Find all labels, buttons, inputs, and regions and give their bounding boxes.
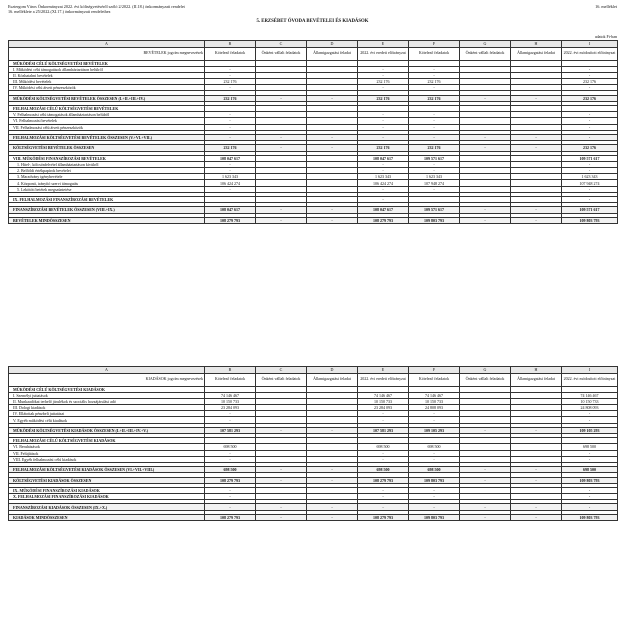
expense-cell-f: 698 500 <box>409 444 460 450</box>
expense-cell-g: - <box>460 504 511 510</box>
income-cell-e: 106 424 274 <box>358 180 409 186</box>
income-cell-i: 232 176 <box>562 145 618 151</box>
col-header-d: Államigazgatási feladat <box>307 47 358 60</box>
income-cell-b: 108 279 793 <box>205 217 256 223</box>
expense-cell-h: - <box>511 427 562 433</box>
expense-cell-e: - <box>358 411 409 417</box>
income-cell-e: 232 176 <box>358 79 409 85</box>
expense-cell-c: - <box>256 467 307 473</box>
expense-cell-h: - <box>511 477 562 483</box>
col-letter: D <box>307 41 358 48</box>
income-cell-d: - <box>307 145 358 151</box>
expense-cell-d: - <box>307 504 358 510</box>
income-cell-e: - <box>358 161 409 167</box>
income-cell-d: - <box>307 95 358 101</box>
income-cell-b: - <box>205 72 256 78</box>
expense-cell-i: - <box>562 487 618 493</box>
expense-cell-i: 698 500 <box>562 444 618 450</box>
expense-cell-g: - <box>460 467 511 473</box>
unit-note: adatok Ft-ban <box>594 34 617 39</box>
income-row-label: IV. Működési célú átvett pénzeszközök <box>9 85 205 91</box>
income-cell-f: - <box>409 124 460 130</box>
expense-cell-i: 109 105 293 <box>562 427 618 433</box>
expense-row-label: I. Személyi juttatások <box>9 392 205 398</box>
income-cell-b: - <box>205 134 256 140</box>
income-cell-i: 109 571 617 <box>562 207 618 213</box>
income-cell-e: 232 176 <box>358 145 409 151</box>
income-cell-d: - <box>307 207 358 213</box>
col-header-e: 2022. évi eredeti előirányzat <box>358 47 409 60</box>
expense-cell-c: - <box>256 504 307 510</box>
income-cell-f: - <box>409 112 460 118</box>
col-letter: A <box>9 41 205 48</box>
expense-head-label: KIADÁSOK jogcím megnevezések <box>9 373 205 386</box>
expense-row-label: VIII. Egyéb felhalmozási célú kiadások <box>9 456 205 462</box>
expense-cell-b: - <box>205 450 256 456</box>
income-cell-i: - <box>562 112 618 118</box>
income-row-label: VI. Felhalmozási bevételek <box>9 118 205 124</box>
income-cell-i: - <box>562 124 618 130</box>
expense-cell-e: 74 146 467 <box>358 392 409 398</box>
income-cell-b: - <box>205 85 256 91</box>
income-cell-f: - <box>409 168 460 174</box>
income-cell-e: 108 047 617 <box>358 207 409 213</box>
col-header-g: Önként vállalt feladatok <box>460 47 511 60</box>
expense-cell-b: - <box>205 411 256 417</box>
income-cell-i: - <box>562 134 618 140</box>
income-row-label: 4. Központi, irányító szervi támogatás <box>9 180 205 186</box>
expense-table <box>8 366 618 521</box>
income-cell-d: - <box>307 217 358 223</box>
expense-cell-i: 698 500 <box>562 467 618 473</box>
expense-cell-i: - <box>562 450 618 456</box>
income-cell-i: 107 948 274 <box>562 180 618 186</box>
col-letter: E <box>358 367 409 374</box>
income-row-label: III. Működési bevételek <box>9 79 205 85</box>
expense-cell-f: - <box>409 456 460 462</box>
expense-cell-e: - <box>358 494 409 500</box>
income-cell-b: - <box>205 168 256 174</box>
income-cell-f: 107 948 274 <box>409 180 460 186</box>
income-cell-e: - <box>358 168 409 174</box>
col-header-i: 2022. évi módosított előirányzat <box>562 373 618 386</box>
expense-cell-e: 23 284 093 <box>358 405 409 411</box>
income-cell-h: - <box>511 95 562 101</box>
income-cell-i: 109 571 617 <box>562 155 618 161</box>
income-cell-i: - <box>562 161 618 167</box>
income-cell-f: 1 623 343 <box>409 174 460 180</box>
income-cell-i: 1 623 343 <box>562 174 618 180</box>
income-cell-i: - <box>562 118 618 124</box>
income-row-label: 2. Belföldi értékpapírok bevételei <box>9 168 205 174</box>
income-cell-f: 232 176 <box>409 145 460 151</box>
expense-cell-i: 24 808 093 <box>562 405 618 411</box>
expense-cell-e: - <box>358 487 409 493</box>
income-cell-d: - <box>307 134 358 140</box>
expense-cell-f: 109 803 793 <box>409 514 460 520</box>
document-header <box>8 4 185 14</box>
expense-row-label: KÖLTSÉGVETÉSI KIADÁSOK ÖSSZESEN <box>9 477 205 483</box>
expense-row-label: FELHALMOZÁSI CÉLÚ KÖLTSÉGVETÉSI KIADÁSOK <box>9 438 205 444</box>
col-letter: H <box>511 41 562 48</box>
income-cell-i: 232 176 <box>562 79 618 85</box>
expense-cell-i: 10 150 733 <box>562 398 618 404</box>
expense-row-label: MŰKÖDÉSI CÉLÚ KÖLTSÉGVETÉSI KIADÁSOK <box>9 386 205 392</box>
col-letter: C <box>256 367 307 374</box>
expense-cell-b: 108 279 793 <box>205 514 256 520</box>
expense-cell-b: - <box>205 487 256 493</box>
expense-cell-d: - <box>307 514 358 520</box>
expense-cell-e: 108 279 793 <box>358 514 409 520</box>
income-cell-h: - <box>511 217 562 223</box>
income-cell-f: - <box>409 118 460 124</box>
income-cell-g: - <box>460 95 511 101</box>
income-cell-b: 108 047 617 <box>205 207 256 213</box>
expense-row-label: MŰKÖDÉSI KÖLTSÉGVETÉSI KIADÁSOK ÖSSZESEN (I.+II.+III.+IV.+V.) <box>9 427 205 433</box>
income-cell-e: - <box>358 118 409 124</box>
expense-cell-c: - <box>256 514 307 520</box>
income-cell-f: - <box>409 72 460 78</box>
expense-cell-e: 698 500 <box>358 467 409 473</box>
col-header-f: Kötelező feladatok <box>409 373 460 386</box>
expense-cell-e: 10 150 733 <box>358 398 409 404</box>
expense-cell-f: - <box>409 494 460 500</box>
income-cell-e: - <box>358 72 409 78</box>
col-letter: B <box>205 367 256 374</box>
expense-cell-b: - <box>205 504 256 510</box>
expense-cell-f: 109 803 793 <box>409 477 460 483</box>
expense-cell-e: 108 279 793 <box>358 477 409 483</box>
income-cell-f: - <box>409 186 460 192</box>
income-cell-e: - <box>358 186 409 192</box>
income-cell-c: - <box>256 217 307 223</box>
income-cell-e: 232 176 <box>358 95 409 101</box>
expense-cell-d: - <box>307 427 358 433</box>
col-header-b: Kötelező feladatok <box>205 373 256 386</box>
income-cell-f: 109 571 617 <box>409 207 460 213</box>
income-cell-h: - <box>511 134 562 140</box>
income-cell-b: 232 176 <box>205 145 256 151</box>
income-cell-i: - <box>562 72 618 78</box>
income-cell-i: - <box>562 197 618 203</box>
income-head-label: BEVÉTELEK jogcím megnevezések <box>9 47 205 60</box>
col-header-h: Államigazgatási feladat <box>511 373 562 386</box>
income-cell-f: - <box>409 85 460 91</box>
col-header-h: Államigazgatási feladat <box>511 47 562 60</box>
income-cell-f: 109 571 617 <box>409 155 460 161</box>
col-letter: I <box>562 367 618 374</box>
expense-cell-e: - <box>358 417 409 423</box>
income-cell-b: - <box>205 161 256 167</box>
expense-row-label: X. FELHALMOZÁSI FINANSZÍROZÁSI KIADÁSOK <box>9 494 205 500</box>
income-cell-c: - <box>256 95 307 101</box>
income-cell-f: - <box>409 134 460 140</box>
annex-number: 16. melléklet <box>595 4 617 9</box>
col-letter: F <box>409 367 460 374</box>
income-row-label: 1. Hitel-, kölcsönfelvétel államháztartáson kívülről <box>9 161 205 167</box>
expense-cell-e: 698 500 <box>358 444 409 450</box>
income-row-label: FELHALMOZÁSI KÖLTSÉGVETÉSI BEVÉTELEK ÖSSZESEN (V.+VI.+VII.) <box>9 134 205 140</box>
col-letter: D <box>307 367 358 374</box>
income-row-label: II. Közhatalmi bevételek <box>9 72 205 78</box>
income-row <box>9 217 618 223</box>
expense-cell-b: 108 279 793 <box>205 477 256 483</box>
expense-cell-h: - <box>511 504 562 510</box>
expense-cell-c: - <box>256 427 307 433</box>
income-cell-b: - <box>205 112 256 118</box>
income-cell-f: 232 176 <box>409 79 460 85</box>
expense-cell-b: 107 581 293 <box>205 427 256 433</box>
col-header-i: 2022. évi módosított előirányzat <box>562 47 618 60</box>
expense-cell-f: 109 105 293 <box>409 427 460 433</box>
expense-cell-f: - <box>409 417 460 423</box>
expense-cell-g: - <box>460 477 511 483</box>
income-cell-e: - <box>358 66 409 72</box>
income-cell-i: - <box>562 85 618 91</box>
col-letter: G <box>460 367 511 374</box>
expense-cell-d: - <box>307 477 358 483</box>
expense-cell-b: 10 150 733 <box>205 398 256 404</box>
income-cell-b: - <box>205 118 256 124</box>
col-header-c: Önként vállalt feladatok <box>256 373 307 386</box>
expense-cell-i: - <box>562 456 618 462</box>
expense-row-label: II. Munkaadókat terhelő járulékok és szociális hozzájárulási adó <box>9 398 205 404</box>
expense-cell-b: - <box>205 494 256 500</box>
income-row-label: MŰKÖDÉSI KÖLTSÉGVETÉSI BEVÉTELEK ÖSSZESEN (I.+II.+III.+IV.) <box>9 95 205 101</box>
expense-row-label: III. Dologi kiadások <box>9 405 205 411</box>
col-letter: H <box>511 367 562 374</box>
column-header-row <box>9 47 618 60</box>
expense-cell-f: - <box>409 411 460 417</box>
income-row-label: FINANSZÍROZÁSI BEVÉTELEK ÖSSZESEN (VIII.+IX.) <box>9 207 205 213</box>
income-cell-g: - <box>460 207 511 213</box>
income-row-label: BEVÉTELEK MINDÖSSZESEN <box>9 217 205 223</box>
col-letter: F <box>409 41 460 48</box>
expense-cell-i: - <box>562 504 618 510</box>
col-letter: A <box>9 367 205 374</box>
expense-cell-h: - <box>511 514 562 520</box>
col-header-e: 2022. évi eredeti előirányzat <box>358 373 409 386</box>
income-cell-c: - <box>256 134 307 140</box>
expense-cell-f: 24 808 093 <box>409 405 460 411</box>
expense-row-label: FELHALMOZÁSI KÖLTSÉGVETÉSI KIADÁSOK ÖSSZESEN (VI.+VII.+VIII.) <box>9 467 205 473</box>
expense-cell-i: 109 803 793 <box>562 477 618 483</box>
col-header-b: Kötelező feladatok <box>205 47 256 60</box>
income-cell-e: - <box>358 85 409 91</box>
income-cell-h: - <box>511 145 562 151</box>
expense-cell-f: 10 150 733 <box>409 398 460 404</box>
income-cell-f: - <box>409 161 460 167</box>
expense-row-label: IV. Ellátottak pénzbeli juttatásai <box>9 411 205 417</box>
expense-row-label: FINANSZÍROZÁSI KIADÁSOK ÖSSZESEN (IX.+X.) <box>9 504 205 510</box>
expense-cell-g: - <box>460 427 511 433</box>
income-cell-e: 108 047 617 <box>358 155 409 161</box>
income-row-label: MŰKÖDÉSI CÉLÚ KÖLTSÉGVETÉSI BEVÉTELEK <box>9 60 205 66</box>
col-letter: I <box>562 41 618 48</box>
expense-cell-i: - <box>562 417 618 423</box>
col-header-g: Önként vállalt feladatok <box>460 373 511 386</box>
income-cell-f: 232 176 <box>409 95 460 101</box>
income-cell-e: 1 623 343 <box>358 174 409 180</box>
expense-cell-b: 698 500 <box>205 444 256 450</box>
income-cell-f: 109 803 793 <box>409 217 460 223</box>
income-cell-e: - <box>358 134 409 140</box>
expense-row <box>9 514 618 520</box>
col-letter: C <box>256 41 307 48</box>
expense-cell-c: - <box>256 477 307 483</box>
expense-cell-e: 107 581 293 <box>358 427 409 433</box>
expense-cell-e: - <box>358 456 409 462</box>
income-cell-i: - <box>562 186 618 192</box>
income-cell-f: - <box>409 66 460 72</box>
income-cell-b: 232 176 <box>205 79 256 85</box>
income-cell-b: 108 047 617 <box>205 155 256 161</box>
header-line-2: 16. melléklete a 25/2022.(XI.17.) önkormányzati rendelethez <box>8 9 111 14</box>
income-cell-e: - <box>358 112 409 118</box>
income-cell-i: 109 803 793 <box>562 217 618 223</box>
income-row-label: FELHALMOZÁSI CÉLÚ KÖLTSÉGVETÉSI BEVÉTELEK <box>9 106 205 112</box>
expense-row-label: IX. MŰKÖDÉSI FINANSZÍROZÁSI KIADÁSOK <box>9 487 205 493</box>
expense-row-label: V. Egyéb működési célú kiadások <box>9 417 205 423</box>
expense-cell-e: - <box>358 450 409 456</box>
income-cell-g: - <box>460 217 511 223</box>
expense-cell-b: 74 146 467 <box>205 392 256 398</box>
expense-cell-f: - <box>409 504 460 510</box>
income-cell-b: 232 176 <box>205 95 256 101</box>
expense-cell-i: 109 803 793 <box>562 514 618 520</box>
col-header-f: Kötelező feladatok <box>409 47 460 60</box>
income-cell-b: 1 623 343 <box>205 174 256 180</box>
page-title: 5. ERZSÉBET ÓVODA BEVÉTELEI ÉS KIADÁSOK <box>256 19 369 24</box>
expense-cell-b: 698 500 <box>205 467 256 473</box>
income-cell-i: - <box>562 66 618 72</box>
income-cell-h: - <box>511 207 562 213</box>
income-cell-b: - <box>205 66 256 72</box>
expense-cell-b: - <box>205 456 256 462</box>
income-row-label: 5. Lekötött betétek megszüntetése <box>9 186 205 192</box>
header-line-1: Esztergom Város Önkormányzat 2022. évi költségvetéséről szóló 2/2022. (II.18.) önkormányzati rendelet <box>8 4 185 9</box>
expense-cell-f: 74 146 467 <box>409 392 460 398</box>
expense-cell-f: 698 500 <box>409 467 460 473</box>
income-cell-e: - <box>358 197 409 203</box>
expense-cell-b: 23 284 093 <box>205 405 256 411</box>
income-cell-e: - <box>358 124 409 130</box>
column-header-row <box>9 373 618 386</box>
expense-cell-i: - <box>562 494 618 500</box>
expense-row-label: KIADÁSOK MINDÖSSZESEN <box>9 514 205 520</box>
expense-cell-e: - <box>358 504 409 510</box>
expense-cell-f: - <box>409 450 460 456</box>
income-row-label: IX. FELHALMOZÁSI FINANSZÍROZÁSI BEVÉTELEK <box>9 197 205 203</box>
expense-cell-d: - <box>307 467 358 473</box>
income-cell-g: - <box>460 145 511 151</box>
expense-cell-i: 74 146 467 <box>562 392 618 398</box>
income-cell-c: - <box>256 207 307 213</box>
income-cell-b: 106 424 274 <box>205 180 256 186</box>
income-row-label: I. Működési célú támogatások államháztartáson belülről <box>9 66 205 72</box>
col-header-d: Államigazgatási feladat <box>307 373 358 386</box>
expense-cell-g: - <box>460 514 511 520</box>
expense-cell-f: - <box>409 487 460 493</box>
income-cell-i: 232 176 <box>562 95 618 101</box>
col-header-c: Önként vállalt feladatok <box>256 47 307 60</box>
income-cell-g: - <box>460 134 511 140</box>
expense-cell-b: - <box>205 417 256 423</box>
expense-row-label: VI. Beruházások <box>9 444 205 450</box>
expense-cell-i: - <box>562 411 618 417</box>
income-row-label: VII. Felhalmozási célú átvett pénzeszközök <box>9 124 205 130</box>
income-cell-e: 108 279 793 <box>358 217 409 223</box>
income-row-label: KÖLTSÉGVETÉSI BEVÉTELEK ÖSSZESEN <box>9 145 205 151</box>
income-cell-b: - <box>205 186 256 192</box>
income-row-label: V. Felhalmozási célú támogatások államháztartáson belülről <box>9 112 205 118</box>
expense-row-label: VII. Felújítások <box>9 450 205 456</box>
income-table <box>8 40 618 224</box>
income-row-label: 3. Maradvány igénybevétele <box>9 174 205 180</box>
col-letter: B <box>205 41 256 48</box>
income-row-label: VIII. MŰKÖDÉSI FINANSZÍROZÁSI BEVÉTELEK <box>9 155 205 161</box>
expense-cell-h: - <box>511 467 562 473</box>
income-cell-i: - <box>562 168 618 174</box>
col-letter: E <box>358 41 409 48</box>
col-letter: G <box>460 41 511 48</box>
income-cell-c: - <box>256 145 307 151</box>
income-cell-b: - <box>205 124 256 130</box>
